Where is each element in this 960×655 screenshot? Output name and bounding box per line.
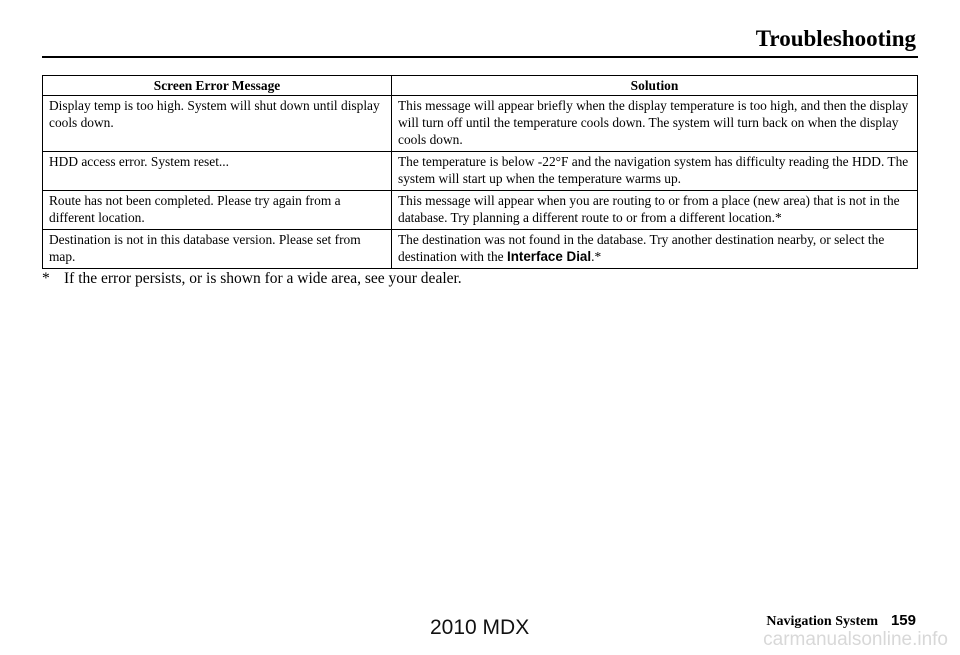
interface-dial-term: Interface Dial [506,249,592,264]
error-message-cell: Route has not been completed. Please try again from a different location. [43,191,392,230]
solution-cell: This message will appear briefly when the display temperature is too high, and then the display will turn off until the temperature cools down. The system will turn back on when the display cools down. [392,96,918,152]
solution-cell: This message will appear when you are routing to or from a place (new area) that is not in the database. Try planning a different route to or from a different location.* [392,191,918,230]
column-header-solution: Solution [392,76,918,96]
footnote-marker: * [42,270,50,287]
solution-cell [392,230,918,269]
table-row [43,96,918,152]
table-row [43,230,918,269]
error-message-cell: Display temp is too high. System will shut down until display cools down. [43,96,392,152]
table-row [43,191,918,230]
table-row [43,152,918,191]
solution-cell: The temperature is below -22°F and the navigation system has difficulty reading the HDD. The system will start up when the temperature warms up. [392,152,918,191]
site-watermark: carmanualsonline.info [763,629,948,650]
title-divider [42,56,918,58]
solution-text-end: .* [591,249,602,264]
error-message-cell: Destination is not in this database version. Please set from map. [43,230,392,269]
error-message-table [42,75,918,269]
error-message-cell: HDD access error. System reset... [43,152,392,191]
footnote-text: If the error persists, or is shown for a wide area, see your dealer. [64,270,462,287]
page-title: Troubleshooting [755,26,916,51]
solution-text: The destination was not found in the database. Try another destination nearby, or select the destination with the [398,232,885,264]
model-watermark: 2010 MDX [430,616,530,639]
page-number: 159 [890,612,916,629]
column-header-message: Screen Error Message [43,76,392,96]
footer-section-title: Navigation System [766,614,878,629]
footnote [42,270,462,288]
table-header-row [43,76,918,96]
